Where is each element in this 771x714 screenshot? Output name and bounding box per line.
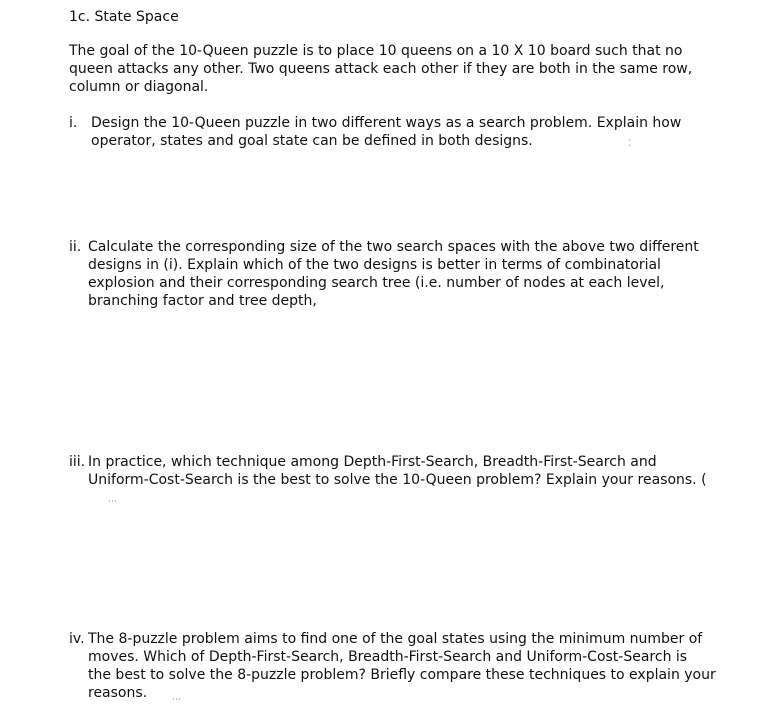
question-number: iv. — [69, 631, 85, 647]
question-number: iii. — [69, 454, 86, 470]
question-number: i. — [69, 115, 78, 131]
question-text — [88, 630, 716, 702]
intro-line: The goal of the 10-Queen puzzle is to place 10 queens on a 10 X 10 board such that no — [69, 43, 683, 59]
question-line: The 8-puzzle problem aims to find one of the goal states using the minimum number of — [88, 631, 703, 647]
scan-artifact: ⁚ — [628, 139, 631, 149]
scan-artifact: ⋯ — [172, 695, 181, 705]
question-line: In practice, which technique among Depth-First-Search, Breadth-First-Search and — [88, 454, 657, 470]
intro-line: queen attacks any other. Two queens attack each other if they are both in the same row, — [69, 61, 693, 77]
scan-artifact: ⋯ — [108, 497, 117, 507]
section-heading: 1c. State Space — [69, 9, 179, 25]
question-line: the best to solve the 8-puzzle problem? Briefly compare these techniques to explain your — [88, 667, 716, 683]
question-line: operator, states and goal state can be defined in both designs. — [91, 133, 533, 149]
question-line: Calculate the corresponding size of the two search spaces with the above two different — [88, 239, 699, 255]
question-line: moves. Which of Depth-First-Search, Breadth-First-Search and Uniform-Cost-Search is — [88, 649, 688, 665]
question-line: designs in (i). Explain which of the two designs is better in terms of combinatorial — [88, 257, 661, 273]
question-text — [88, 453, 707, 489]
intro-paragraph — [69, 42, 749, 96]
question-line: explosion and their corresponding search tree (i.e. number of nodes at each level, — [88, 275, 665, 291]
question-line: branching factor and tree depth, — [88, 293, 317, 309]
question-text — [88, 238, 699, 310]
intro-line: column or diagonal. — [69, 79, 209, 95]
question-number: ii. — [69, 239, 82, 255]
question-line: reasons. — [88, 685, 148, 701]
question-text — [91, 114, 681, 150]
question-line: Uniform-Cost-Search is the best to solve the 10-Queen problem? Explain your reasons. ( — [88, 472, 707, 488]
question-line: Design the 10-Queen puzzle in two different ways as a search problem. Explain how — [91, 115, 682, 131]
